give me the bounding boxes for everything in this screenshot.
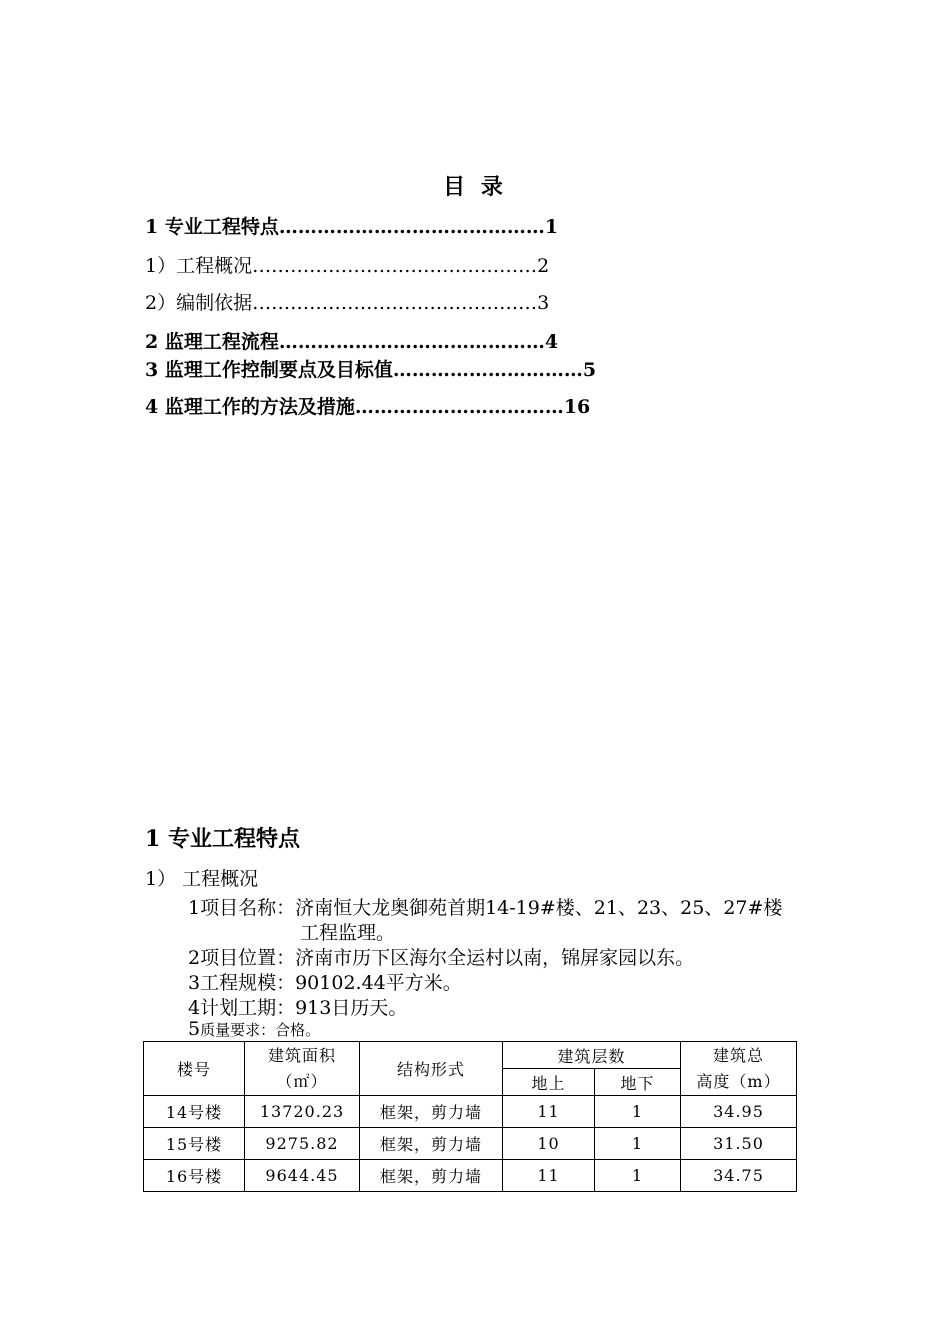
quality-text: 质量要求：合格。 — [200, 1021, 321, 1039]
table-row — [144, 1160, 797, 1192]
toc-entry-3[interactable]: 3 监理工作控制要点及目标值…………………………5 — [145, 359, 597, 381]
cell-above: 11 — [503, 1096, 595, 1128]
cell-structure: 框架，剪力墙 — [360, 1096, 503, 1128]
cell-area: 9275.82 — [245, 1128, 360, 1160]
toc-entry-1[interactable]: 1 专业工程特点……………………………………1 — [145, 216, 559, 238]
cell-above: 11 — [503, 1160, 595, 1192]
cell-structure: 框架，剪力墙 — [360, 1128, 503, 1160]
cell-area: 13720.23 — [245, 1096, 360, 1128]
cell-above: 10 — [503, 1128, 595, 1160]
project-name-line1: 1项目名称：济南恒大龙奥御苑首期14-19#楼、21、23、25、27#楼 — [188, 897, 783, 919]
header-area-line2: （㎡） — [276, 1071, 328, 1091]
quality-requirement — [188, 1018, 320, 1040]
header-above-ground: 地上 — [503, 1069, 595, 1096]
cell-height: 34.75 — [681, 1160, 797, 1192]
header-structure: 结构形式 — [360, 1042, 503, 1096]
table-row — [144, 1096, 797, 1128]
cell-structure: 框架，剪力墙 — [360, 1160, 503, 1192]
cell-height: 34.95 — [681, 1096, 797, 1128]
header-below-ground: 地下 — [595, 1069, 681, 1096]
toc-entry-1-1[interactable]: 1）工程概况………………………………………2 — [145, 255, 550, 277]
project-name-line2: 工程监理。 — [300, 922, 396, 944]
section-title: 1 专业工程特点 — [145, 826, 300, 852]
toc-entry-1-2[interactable]: 2）编制依据………………………………………3 — [145, 292, 550, 314]
cell-height: 31.50 — [681, 1128, 797, 1160]
cell-building: 14号楼 — [144, 1096, 245, 1128]
cell-below: 1 — [595, 1128, 681, 1160]
cell-below: 1 — [595, 1160, 681, 1192]
header-height-line2: 高度（m） — [696, 1071, 781, 1091]
header-height-line1: 建筑总 — [713, 1045, 765, 1065]
cell-building: 15号楼 — [144, 1128, 245, 1160]
header-area — [245, 1042, 360, 1096]
toc-entry-4[interactable]: 4 监理工作的方法及措施……………………………16 — [145, 396, 591, 418]
header-height — [681, 1042, 797, 1096]
cell-building: 16号楼 — [144, 1160, 245, 1192]
project-location: 2项目位置：济南市历下区海尔全运村以南，锦屏家园以东。 — [188, 947, 695, 969]
quality-number: 5 — [188, 1018, 201, 1040]
toc-title: 目 录 — [443, 174, 507, 200]
header-building-no: 楼号 — [144, 1042, 245, 1096]
toc-entry-2[interactable]: 2 监理工程流程……………………………………4 — [145, 331, 559, 353]
building-table — [143, 1041, 797, 1192]
cell-below: 1 — [595, 1096, 681, 1128]
header-floors: 建筑层数 — [503, 1042, 681, 1069]
header-area-line1: 建筑面积 — [267, 1045, 336, 1065]
cell-area: 9644.45 — [245, 1160, 360, 1192]
project-scale: 3工程规模：90102.44平方米。 — [188, 972, 462, 994]
subsection-title: 1） 工程概况 — [145, 868, 259, 890]
table-row — [144, 1128, 797, 1160]
project-schedule: 4计划工期：913日历天。 — [188, 997, 408, 1019]
